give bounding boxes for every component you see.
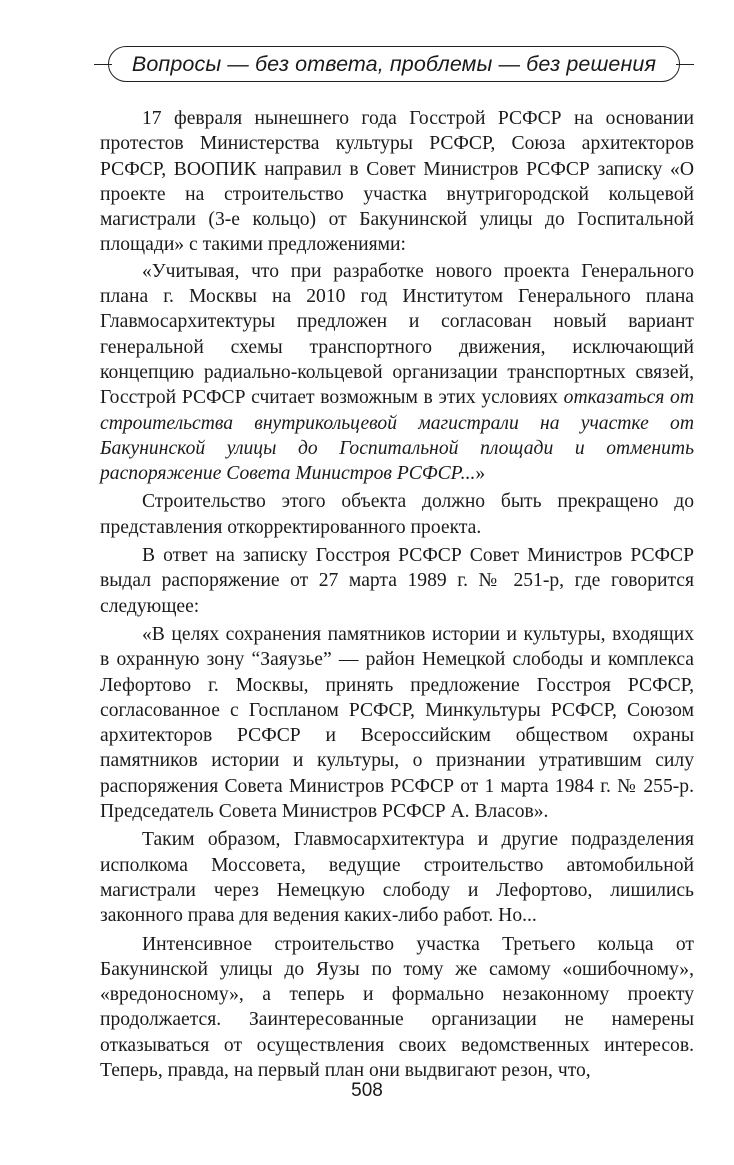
paragraph: Интенсивное строительство участка Третьего кольца от Бакунинской улицы до Яузы по тому же самому «ошибочному», «вредоносному», а теперь и формально незаконному проекту продолжается. Заинтересованные организации не намерены отказываться от осуществления своих ведомственных интересов. Теперь, правда, на первый план они выдвигают резон, что, [100,933,694,1081]
running-title: Вопросы — без ответа, проблемы — без решения [108,46,680,82]
page-number: 508 [351,1080,383,1101]
paragraph: В ответ на записку Госстроя РСФСР Совет Министров РСФСР выдал распоряжение от 27 марта 1989 г. № 251-р, где говорится следующее: [100,545,694,617]
paragraph: Таким образом, Главмосархитектура и другие подразделения исполкома Моссовета, ведущие строительство автомобильной магистрали через Немецкую слободу и Лефортово, лишились законного права для ведения каких-либо работ. Но... [100,829,694,927]
quote-closing: » [475,463,486,485]
body-text [100,106,694,1083]
running-header [94,44,694,84]
quote-paragraph: «В целях сохранения памятников истории и культуры, входящих в охранную зону “Заяузье” — район Немецкой слободы и комплекса Лефортово г. Москвы, принять предложение Госстроя РСФСР, согласованное с Госпланом РСФСР, Минкультуры РСФСР, Союзом архитекторов РСФСР и Всероссийским обществом охраны памятников истории и культуры, о признании утратившим силу распоряжения Совета Министров РСФСР от 1 марта 1984 г. № 255-р. Председатель Совета Министров РСФСР А. Власов». [100,623,694,823]
paragraph: Строительство этого объекта должно быть прекращено до представления откорректированного проекта. [100,491,694,538]
quote-emphasis: отказаться от строительства внутрикольцевой магистрали на участке от Бакунинской улицы до Госпитальной площади и отменить распоряжение Совета Министров РСФСР... [100,387,694,485]
quote-paragraph [100,259,694,487]
paragraph: 17 февраля нынешнего года Госстрой РСФСР на основании протестов Министерства культуры РСФСР, Союза архитекторов РСФСР, ВООПИК направил в Совет Министров РСФСР записку «О проекте на строительство участка внутригородской кольцевой магистрали (3-е кольцо) от Бакунинской улицы до Госпитальной площади» с такими предложениями: [100,108,694,256]
header-rule-right [676,64,694,65]
quote-text: «Учитывая, что при разработке нового проекта Генерального плана г. Москвы на 2010 год Институтом Генерального плана Главмосархитектуры предложен и согласован новый вариант генеральной схемы транспортного движения, исключающий концепцию радиально-кольцевой организации транспортных связей, Госстрой РСФСР считает возможным в этих условиях [100,260,694,409]
